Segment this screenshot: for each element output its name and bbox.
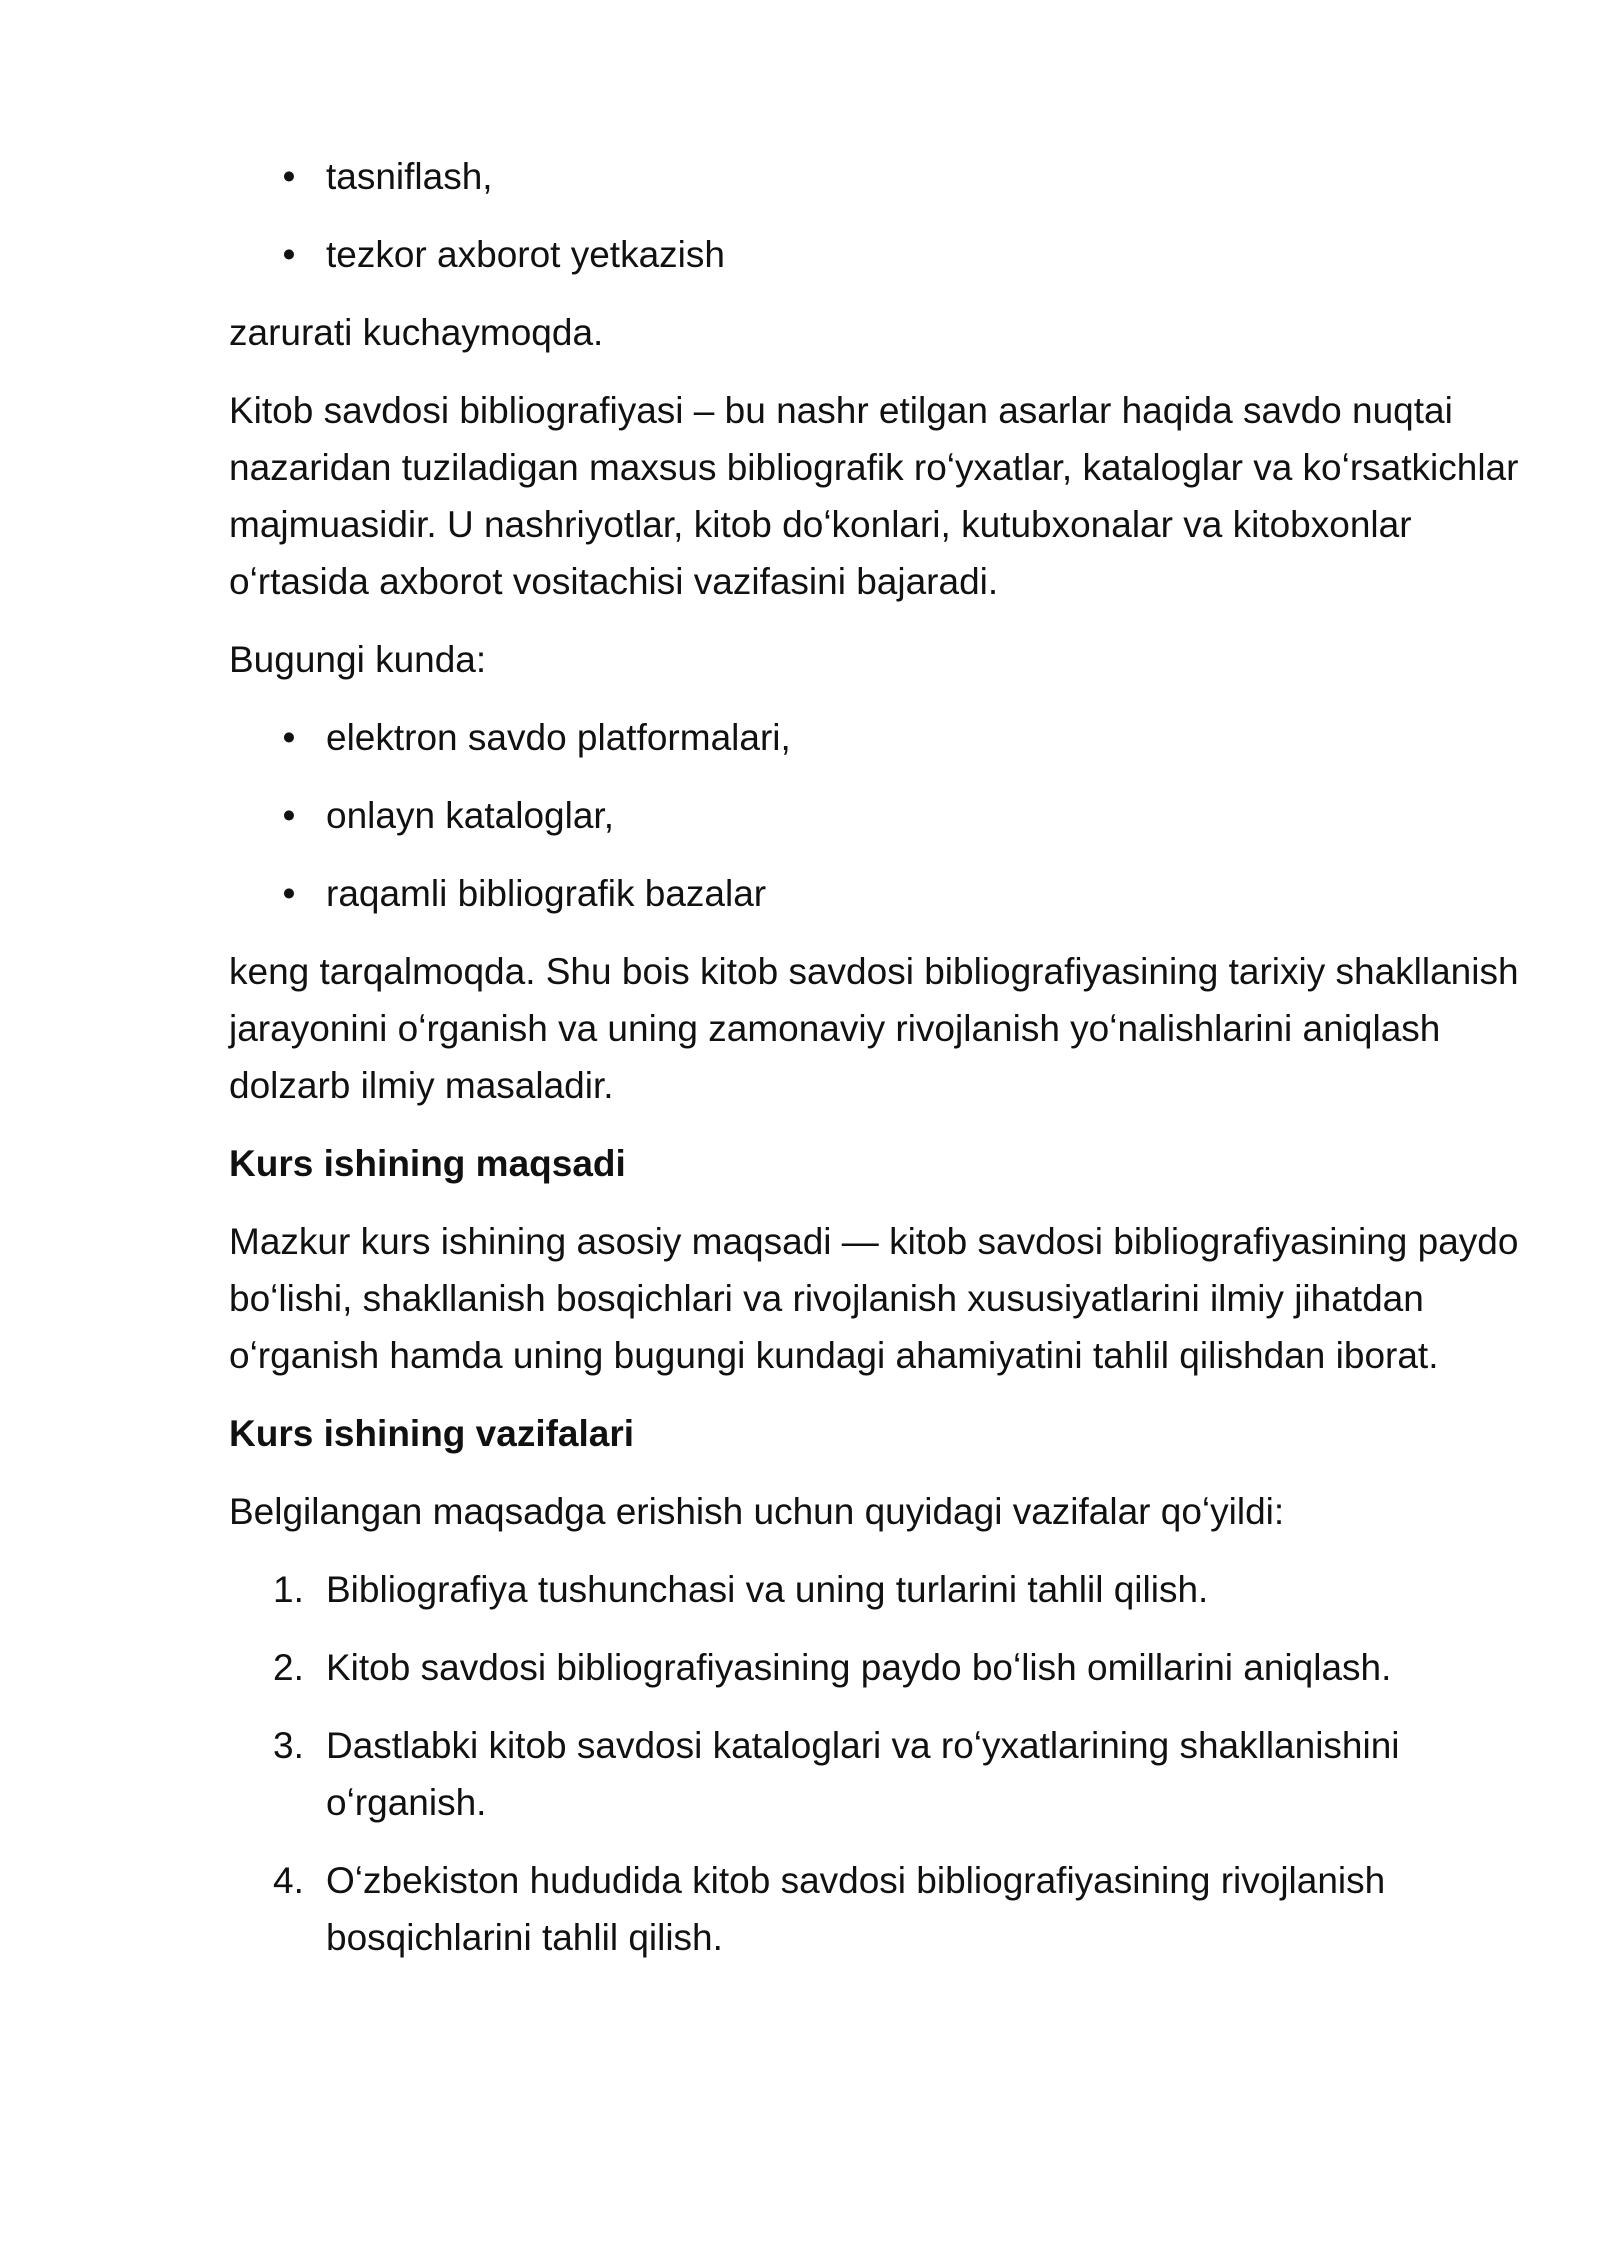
task-number: 1. [273,1569,304,1610]
list-item-text: tezkor axborot yetkazish [326,234,725,275]
task-number: 4. [273,1860,304,1901]
paragraph: Mazkur kurs ishining asosiy maqsadi — kitob savdosi bibliografiyasining paydo boʻlishi, shakllanish bosqichlari va rivojlanish xususiyatlarini ilmiy jihatdan oʻrganish hamda uning bugungi kundagi ahamiyatini tahlil qilishdan iborat. [229,1221,1519,1376]
task-number: 3. [273,1725,304,1766]
numbered-task-list [229,1561,1529,1966]
list-item [229,148,1529,205]
task-item [229,1561,1529,1618]
paragraph: Kitob savdosi bibliografiyasi – bu nashr etilgan asarlar haqida savdo nuqtai nazaridan tuziladigan maxsus bibliografik roʻyxatlar, kataloglar va koʻrsatkichlar majmuasidir. U nashriyotlar, kitob doʻkonlari, kutubxonalar va kitobxonlar oʻrtasida axborot vositachisi vazifasini bajaradi. [229,390,1519,602]
document-page [229,148,1529,1987]
task-item [229,1717,1529,1831]
bullet-marker: • [282,234,296,275]
list-item [229,787,1529,844]
bullet-marker: • [282,795,296,836]
bullet-marker: • [282,717,296,758]
list-item [229,709,1529,766]
paragraph: Bugungi kunda: [229,639,487,680]
section-heading-goal: Kurs ishining maqsadi [229,1143,626,1184]
task-number: 2. [273,1647,304,1688]
list-item-text: tasniflash, [326,156,493,197]
task-text: Kitob savdosi bibliografiyasining paydo boʻlish omillarini aniqlash. [326,1647,1392,1688]
task-item [229,1852,1529,1966]
list-item [229,865,1529,922]
paragraph: zarurati kuchaymoqda. [229,312,604,353]
bullet-marker: • [282,873,296,914]
paragraph: keng tarqalmoqda. Shu bois kitob savdosi bibliografiyasining tarixiy shakllanish jarayonini oʻrganish va uning zamonaviy rivojlanish yoʻnalishlarini aniqlash dolzarb ilmiy masaladir. [229,951,1519,1106]
section-heading-tasks: Kurs ishining vazifalari [229,1413,635,1454]
task-text: Bibliografiya tushunchasi va uning turlarini tahlil qilish. [326,1569,1209,1610]
task-item [229,1639,1529,1696]
bullet-marker: • [282,156,296,197]
task-text: Dastlabki kitob savdosi kataloglari va roʻyxatlarining shakllanishini oʻrganish. [326,1725,1400,1823]
list-item [229,226,1529,283]
paragraph: Belgilangan maqsadga erishish uchun quyidagi vazifalar qoʻyildi: [229,1491,1285,1532]
list-item-text: elektron savdo platformalari, [326,717,791,758]
list-item-text: raqamli bibliografik bazalar [326,873,767,914]
bullet-list-mid [229,709,1529,922]
bullet-list-top [229,148,1529,283]
task-text: Oʻzbekiston hududida kitob savdosi bibliografiyasining rivojlanish bosqichlarini tahlil qilish. [326,1860,1386,1958]
list-item-text: onlayn kataloglar, [326,795,614,836]
